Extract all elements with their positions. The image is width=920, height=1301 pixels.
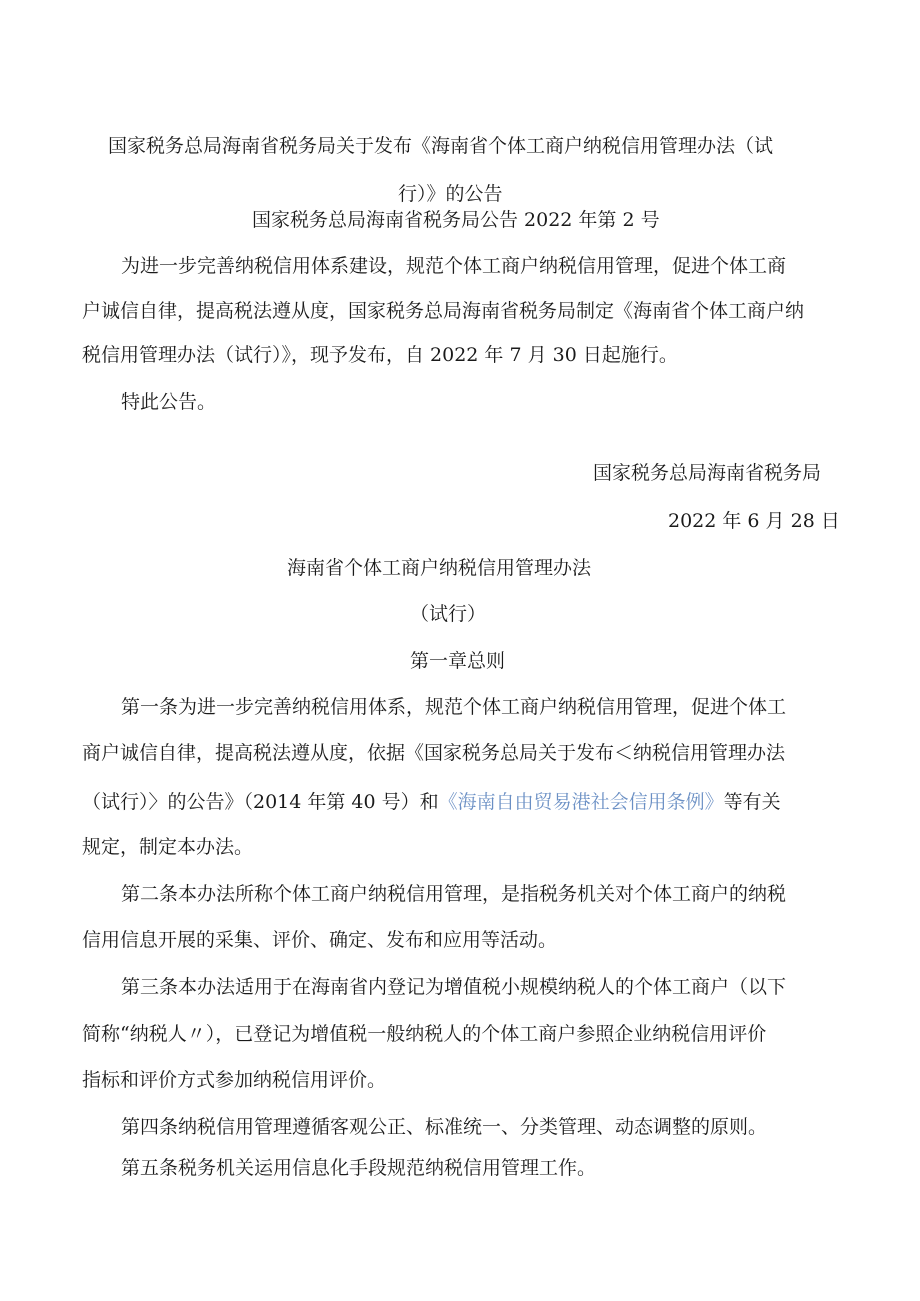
- article-4: 第四条纳税信用管理遵循客观公正、标准统一、分类管理、动态调整的原则。: [121, 1116, 768, 1138]
- article-1-line-3-end: 等有关: [723, 791, 781, 813]
- announcement-closing: 特此公告。: [121, 391, 217, 413]
- article-3-line-1: 第三条本办法适用于在海南省内登记为增值税小规模纳税人的个体工商户（以下: [121, 976, 787, 998]
- announcement-body-line-2: 户诚信自律，提高税法遵从度，国家税务总局海南省税务局制定《海南省个体工商户纳: [82, 300, 805, 322]
- article-1-line-2: 商户诚信自律，提高税法遵从度，依据《国家税务总局关于发布＜纳税信用管理办法: [82, 742, 786, 764]
- announcement-title-line-1: 国家税务总局海南省税务局关于发布《海南省个体工商户纳税信用管理办法（试: [108, 135, 774, 157]
- article-5: 第五条税务机关运用信息化手段规范纳税信用管理工作。: [121, 1157, 597, 1179]
- announcement-issuer: 国家税务总局海南省税务局: [593, 462, 822, 484]
- article-1-line-1: 第一条为进一步完善纳税信用体系，规范个体工商户纳税信用管理，促进个体工: [121, 696, 787, 718]
- article-3-line-2: 简称“纳税人〃），已登记为增值税一般纳税人的个体工商户参照企业纳税信用评价: [82, 1023, 767, 1045]
- article-1-line-4: 规定，制定本办法。: [82, 836, 254, 858]
- hainan-credit-regulation-link[interactable]: 《海南自由贸易港社会信用条例》: [438, 791, 724, 813]
- article-1-line-3: [82, 790, 781, 814]
- article-1-line-3-start: （试行）〉的公告》（2014 年第 40 号）和: [82, 791, 439, 813]
- announcement-title-line-2: 行）》的公告: [398, 183, 503, 205]
- announcement-date: 2022 年 6 月 28 日: [668, 510, 840, 532]
- article-3-line-3: 指标和评价方式参加纳税信用评价。: [82, 1069, 387, 1091]
- article-2-line-2: 信用信息开展的采集、评价、确定、发布和应用等活动。: [82, 929, 558, 951]
- chapter-1-title: 第一章总则: [410, 650, 506, 672]
- announcement-doc-number: 国家税务总局海南省税务局公告 2022 年第 2 号: [252, 209, 660, 231]
- announcement-body-line-3: 税信用管理办法（试行）》，现予发布，自 2022 年 7 月 30 日起施行。: [82, 344, 678, 366]
- announcement-body-line-1: 为进一步完善纳税信用体系建设，规范个体工商户纳税信用管理，促进个体工商: [121, 255, 787, 277]
- measures-title: 海南省个体工商户纳税信用管理办法: [287, 557, 592, 579]
- article-2-line-1: 第二条本办法所称个体工商户纳税信用管理，是指税务机关对个体工商户的纳税: [121, 883, 787, 905]
- measures-subtitle: （试行）: [410, 603, 487, 625]
